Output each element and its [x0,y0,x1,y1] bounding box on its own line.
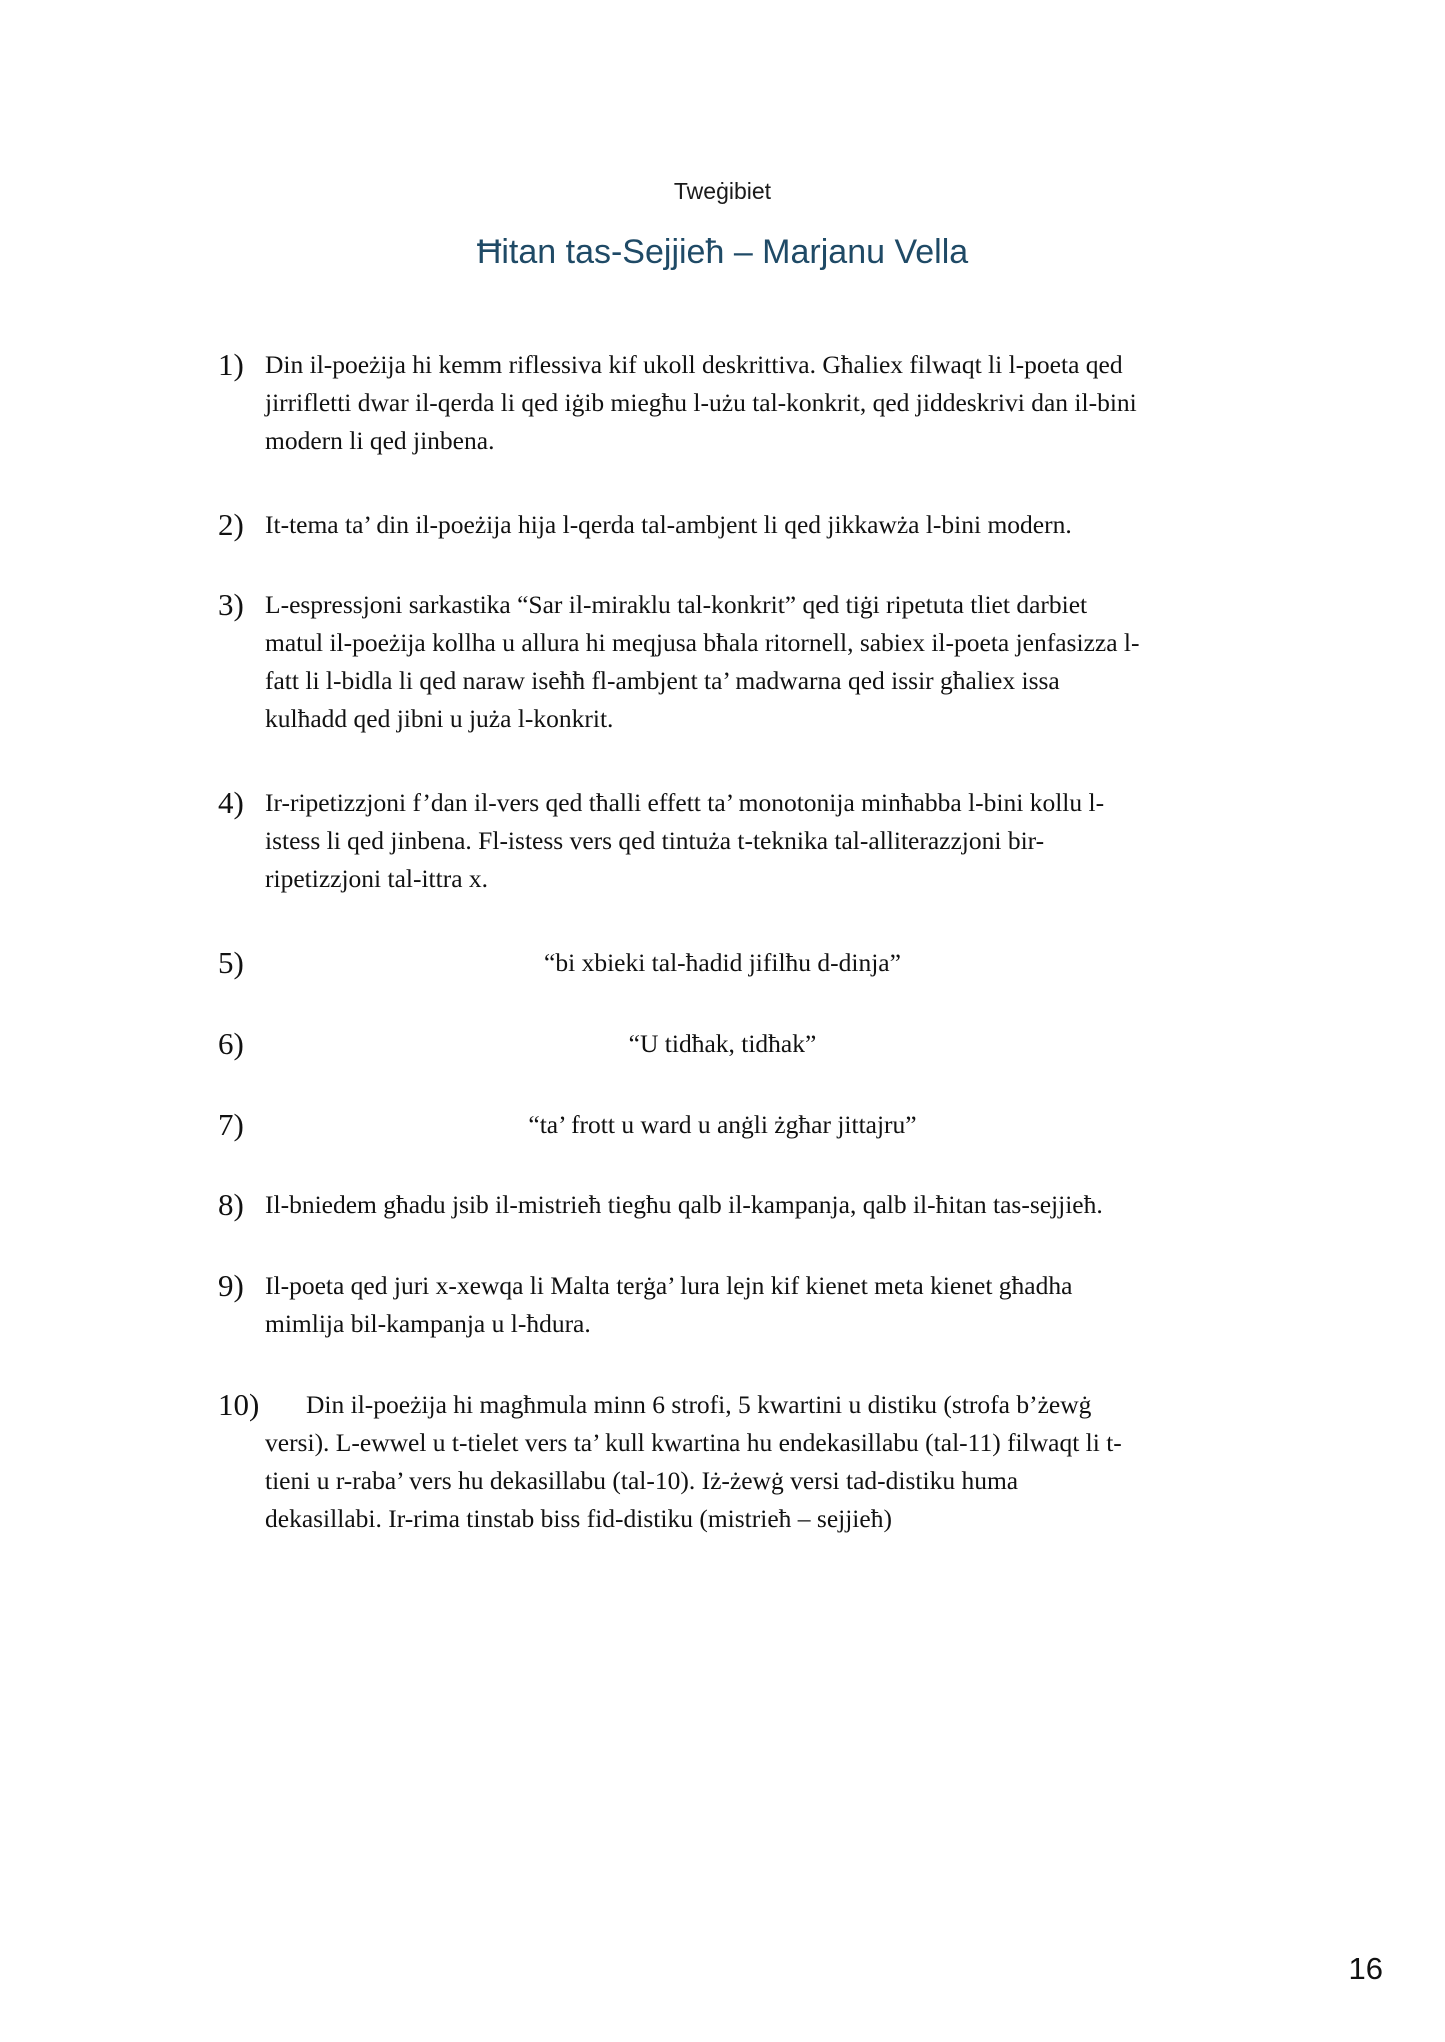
answer-number: 4) [218,785,244,820]
answer-number: 1) [218,347,244,382]
answer-10 [218,1386,1268,1538]
text-line: Il-bniedem għadu jsib il-mistrieħ tiegħu qalb il-kampanja, qalb il-ħitan tas-sejjieħ. [265,1190,1103,1219]
text-line: Il-poeta qed juri x-xewqa li Malta terġa’ lura lejn kif kienet meta kienet għadha [265,1271,1073,1300]
text-line: jirrifletti dwar il-qerda li qed iġib miegħu l-użu tal-konkrit, qed jiddeskrivi dan il-bini [265,388,1137,417]
answer-text [265,1186,1268,1224]
answer-number: 6) [218,1026,244,1061]
poem-title: Ħitan tas-Sejjieħ – Marjanu Vella [476,233,969,271]
answer-text [265,586,1268,738]
answer-text [265,1267,1268,1343]
answer-9 [218,1267,1268,1343]
answer-number: 3) [218,587,244,622]
text-line: versi). L-ewwel u t-tielet vers ta’ kull kwartina hu endekasillabu (tal-11) filwaqt li t- [265,1428,1122,1457]
text-line-content: Din il-poeżija hi magħmula minn 6 strofi, 5 kwartini u distiku (strofa b’żewġ [306,1390,1092,1419]
answer-text [265,346,1268,460]
text-line: It-tema ta’ din il-poeżija hija l-qerda tal-ambjent li qed jikkawża l-bini modern. [265,510,1072,539]
document-subtitle: Tweġibiet [673,178,772,204]
text-line: L-espressjoni sarkastika “Sar il-miraklu tal-konkrit” qed tiġi ripetuta tliet darbiet [265,590,1088,619]
text-line: Din il-poeżija hi kemm riflessiva kif ukoll deskrittiva. Għaliex filwaqt li l-poeta qed [265,350,1123,379]
answer-text [265,1386,1268,1538]
quoted-verse: “bi xbieki tal-ħadid jifilħu d-dinja” [544,948,901,977]
text-line: istess li qed jinbena. Fl-istess vers qed tintuża t-teknika tal-alliterazzjoni bir- [265,826,1045,855]
text-line: kulħadd qed jibni u juża l-konkrit. [265,704,614,733]
page-number: 16 [1348,1951,1383,1986]
text-line [265,1386,1268,1424]
text-line: Ir-ripetizzjoni f’dan il-vers qed tħalli effett ta’ monotonija minħabba l-bini kollu l- [265,788,1105,817]
answer-number: 10) [218,1387,260,1422]
quoted-verse: “ta’ frott u ward u anġli żgħar jittajru” [528,1110,917,1139]
answer-8 [218,1186,1268,1224]
answer-text [265,506,1268,544]
answer-2 [218,506,1268,544]
answer-3 [218,586,1268,738]
answer-number: 9) [218,1268,244,1303]
text-line: modern li qed jinbena. [265,426,495,455]
text-line: ripetizzjoni tal-ittra x. [265,864,489,893]
quoted-verse: “U tidħak, tidħak” [628,1029,817,1058]
text-line: fatt li l-bidla li qed naraw iseħħ fl-ambjent ta’ madwarna qed issir għaliex issa [265,666,1060,695]
text-line: mimlija bil-kampanja u l-ħdura. [265,1309,591,1338]
answer-number: 2) [218,507,244,542]
answer-number: 8) [218,1187,244,1222]
answer-1 [218,346,1268,460]
text-line: tieni u r-raba’ vers hu dekasillabu (tal-10). Iż-żewġ versi tad-distiku huma [265,1466,1019,1495]
text-line: matul il-poeżija kollha u allura hi meqjusa bħala ritornell, sabiex il-poeta jenfasizza l- [265,628,1140,657]
answer-number: 7) [218,1107,244,1142]
answer-number: 5) [218,945,244,980]
answer-4 [218,784,1268,898]
answer-text [265,784,1268,898]
text-line: dekasillabi. Ir-rima tinstab biss fid-distiku (mistrieħ – sejjieħ) [265,1504,892,1533]
